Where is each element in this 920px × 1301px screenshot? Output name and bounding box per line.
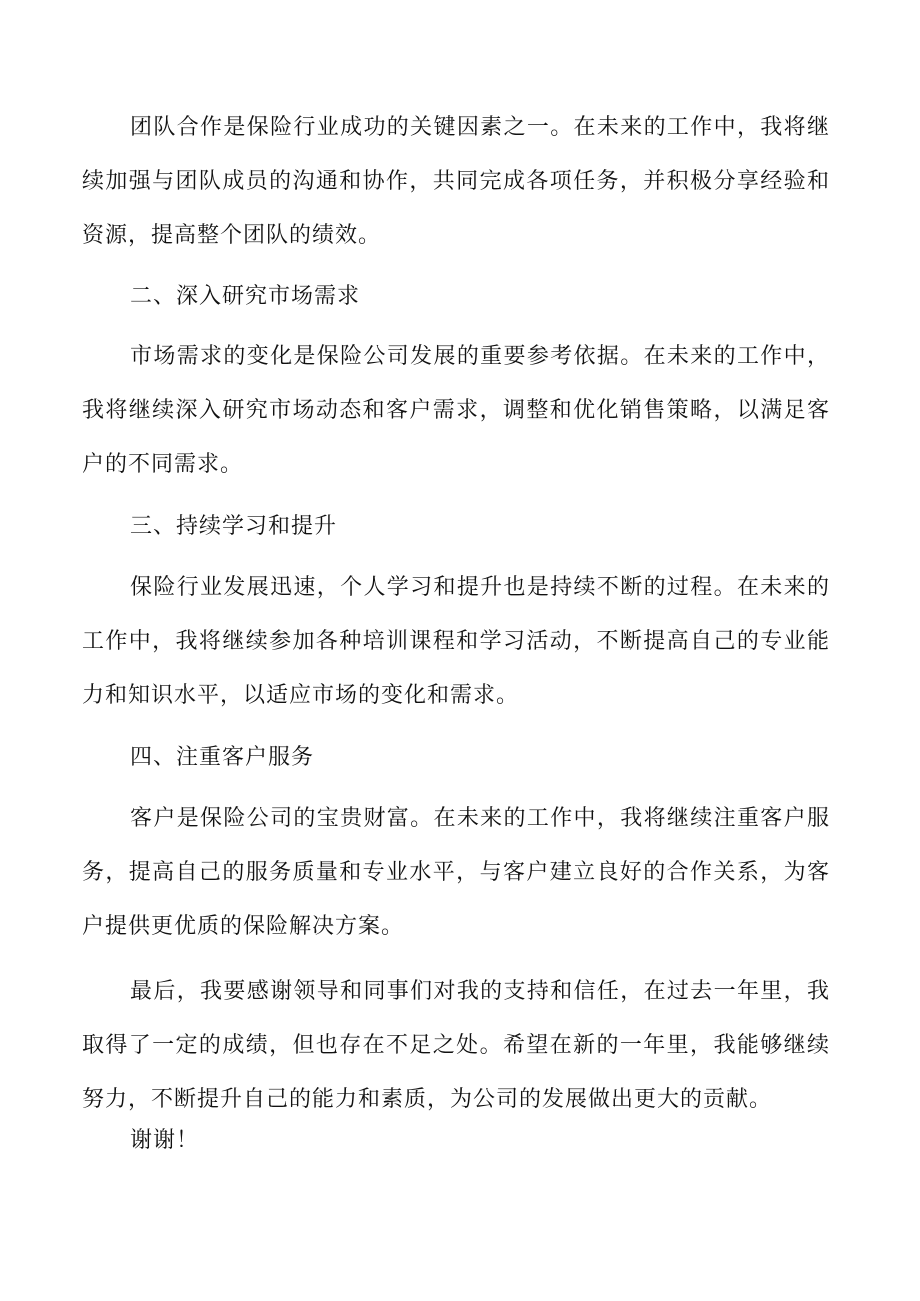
paragraph-closing: 最后，我要感谢领导和同事们对我的支持和信任，在过去一年里，我取得了一定的成绩，但也存在不足之处。希望在新的一年里，我能够继续努力，不断提升自己的能力和素质，为公司的发展做出更大的贡献。: [82, 979, 830, 1112]
paragraph-learning: 保险行业发展迅速，个人学习和提升也是持续不断的过程。在未来的工作中，我将继续参加各种培训课程和学习活动，不断提高自己的专业能力和知识水平，以适应市场的变化和需求。: [82, 575, 830, 708]
section-heading-customer-service: 四、注重客户服务: [130, 745, 315, 770]
thanks-text: 谢谢！: [130, 1128, 200, 1153]
paragraph-market-demand: 市场需求的变化是保险公司发展的重要参考依据。在未来的工作中，我将继续深入研究市场动态和客户需求，调整和优化销售策略，以满足客户的不同需求。: [82, 344, 830, 477]
section-heading-market-research: 二、深入研究市场需求: [130, 284, 361, 309]
paragraph-customer-service: 客户是保险公司的宝贵财富。在未来的工作中，我将继续注重客户服务，提高自己的服务质量和专业水平，与客户建立良好的合作关系，为客户提供更优质的保险解决方案。: [82, 806, 830, 939]
paragraph-teamwork: 团队合作是保险行业成功的关键因素之一。在未来的工作中，我将继续加强与团队成员的沟通和协作，共同完成各项任务，并积极分享经验和资源，提高整个团队的绩效。: [82, 115, 830, 248]
section-heading-continuous-learning: 三、持续学习和提升: [130, 514, 338, 539]
